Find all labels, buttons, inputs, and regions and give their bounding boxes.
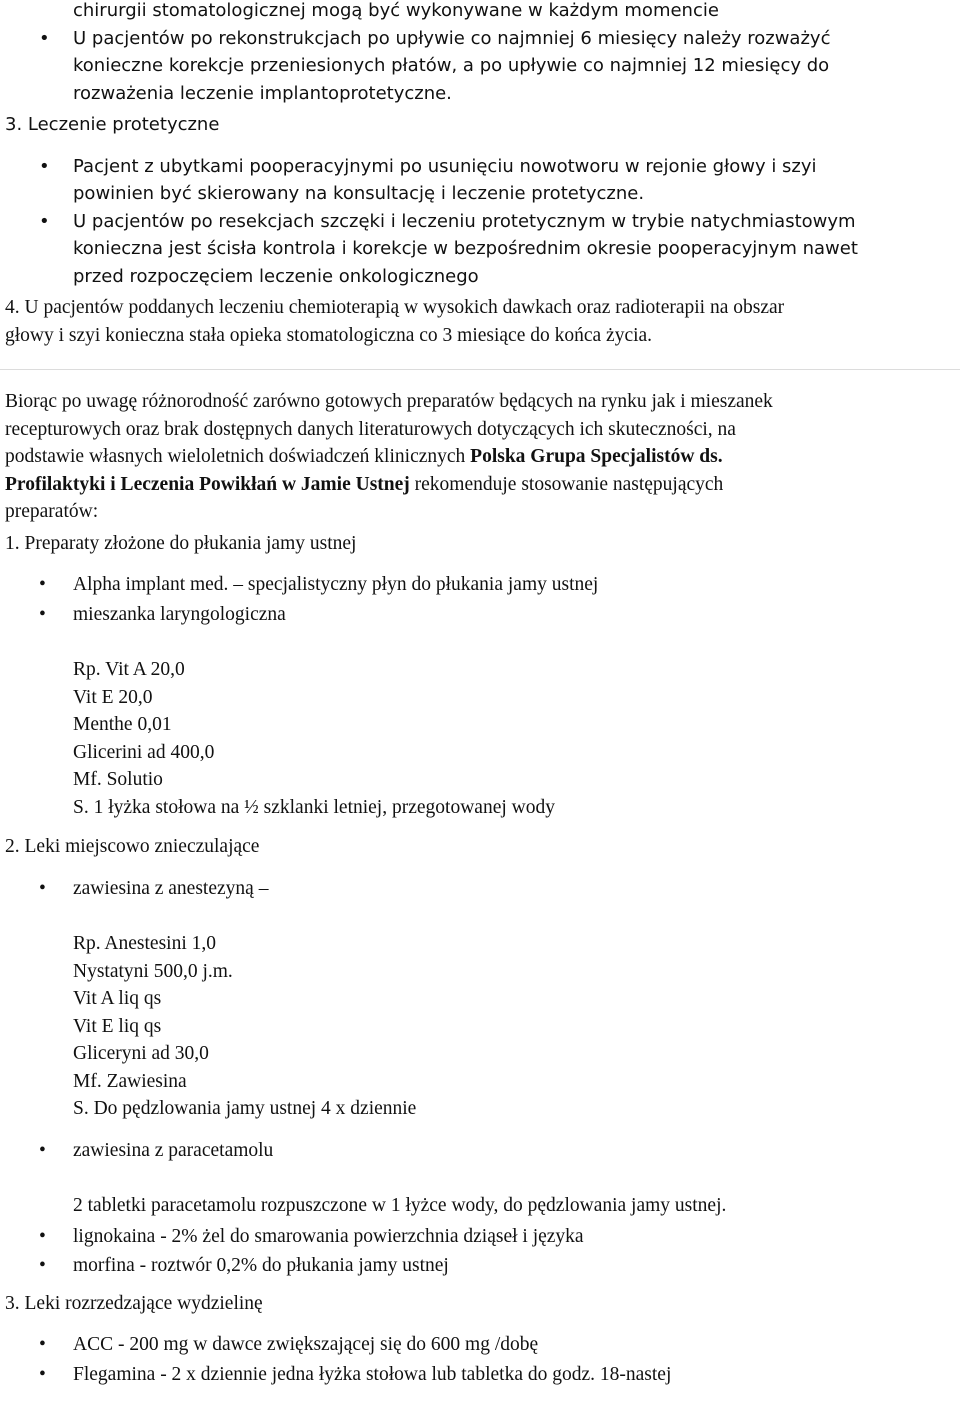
list-item xyxy=(5,601,955,629)
recipe-block-1 xyxy=(5,656,955,821)
group-name-bold: Profilaktyki i Leczenia Powikłań w Jamie Ustnej xyxy=(5,473,410,495)
intro-line: Biorąc po uwagę różnorodność zarówno gotowych preparatów będących na rynku jak i mieszanek xyxy=(5,391,773,412)
bullet-list-part2-c xyxy=(5,1223,955,1280)
recipe-line: Glicerini ad 400,0 xyxy=(73,741,215,763)
list-item-line: konieczne korekcje przeniesionych płatów, a po upływie co najmniej 12 miesięcy do xyxy=(73,55,830,76)
group-name-bold: Polska Grupa Specjalistów ds. xyxy=(470,446,723,467)
list-item-line: lignokaina - 2% żel do smarowania powierzchnia dziąseł i języka xyxy=(73,1225,584,1247)
bullet-list-part3 xyxy=(5,1331,955,1388)
bullet-icon: • xyxy=(39,155,50,177)
bullet-list-section3 xyxy=(5,153,955,291)
list-item xyxy=(5,208,955,291)
bullet-icon: • xyxy=(39,1255,46,1276)
recipe-line: S. 1 łyżka stołowa na ½ szklanki letniej, przegotowanej wody xyxy=(73,796,555,818)
bullet-icon: • xyxy=(39,1334,46,1355)
document-page xyxy=(5,0,955,1388)
list-item-line: zawiesina z paracetamolu xyxy=(73,1139,274,1161)
divider xyxy=(0,369,960,370)
bullet-list-part1 xyxy=(5,571,955,628)
list-item xyxy=(5,571,955,599)
recipe-line: Mf. Zawiesina xyxy=(73,1070,187,1092)
paracetamol-note: 2 tabletki paracetamolu rozpuszczone w 1 łyżce wody, do pędzlowania jamy ustnej. xyxy=(73,1195,727,1216)
recipe-line: Mf. Solutio xyxy=(73,769,163,790)
recipe-block-2 xyxy=(5,930,955,1123)
list-item xyxy=(5,153,955,208)
recipe-line: Gliceryni ad 30,0 xyxy=(73,1043,209,1064)
section-heading-3: 3. Leczenie protetyczne xyxy=(5,114,220,135)
bullet-icon: • xyxy=(39,1139,46,1161)
list-item-line: mieszanka laryngologiczna xyxy=(73,603,286,625)
intro-text: podstawie własnych wieloletnich doświadczeń klinicznych xyxy=(5,446,471,467)
list-item xyxy=(5,1137,955,1165)
list-item-line: Flegamina - 2 x dziennie jedna łyżka stołowa lub tabletka do godz. 18-nastej xyxy=(73,1363,672,1385)
bullet-list-recon xyxy=(5,25,955,108)
bullet-list-part2-a xyxy=(5,875,955,903)
part-3-heading: 3. Leki rozrzedzające wydzielinę xyxy=(5,1292,263,1314)
recipe-line: Menthe 0,01 xyxy=(73,714,172,735)
bullet-icon: • xyxy=(39,1363,46,1385)
bullet-icon: • xyxy=(39,877,46,899)
list-item-line: konieczna jest ścisła kontrola i korekcje w bezpośrednim okresie pooperacyjnym nawet xyxy=(73,238,858,259)
list-item-line: zawiesina z anestezyną – xyxy=(73,877,269,899)
section-4-line: 4. U pacjentów poddanych leczeniu chemioterapią w wysokich dawkach oraz radioterapii na obszar xyxy=(5,297,785,318)
bullet-icon: • xyxy=(39,210,50,232)
section-4-line: głowy i szyi konieczna stała opieka stomatologiczna co 3 miesiące do końca życia. xyxy=(5,324,653,346)
part-2-heading: 2. Leki miejscowo znieczulające xyxy=(5,836,260,857)
list-item xyxy=(5,1331,955,1359)
recipe-line: Rp. Anestesini 1,0 xyxy=(73,933,217,954)
list-item-line: Alpha implant med. – specjalistyczny płyn do płukania jamy ustnej xyxy=(73,574,599,595)
list-item-line: rozważenia leczenie implantoprotetyczne. xyxy=(73,82,452,104)
intro-paragraph xyxy=(5,388,955,526)
list-item-line: morfina - roztwór 0,2% do płukania jamy ustnej xyxy=(73,1255,449,1276)
part-1-heading: 1. Preparaty złożone do płukania jamy ustnej xyxy=(5,532,357,554)
bullet-icon: • xyxy=(39,1225,46,1247)
list-item xyxy=(5,1223,955,1251)
list-item-line: U pacjentów po rekonstrukcjach po upływie co najmniej 6 miesięcy należy rozważyć xyxy=(73,27,831,49)
recipe-line: Rp. Vit A 20,0 xyxy=(73,659,185,680)
list-item xyxy=(5,1361,955,1389)
recipe-line: Vit A liq qs xyxy=(73,988,162,1009)
recipe-line: S. Do pędzlowania jamy ustnej 4 x dziennie xyxy=(73,1098,417,1119)
bullet-list-part2-b xyxy=(5,1137,955,1165)
intro-line: preparatów: xyxy=(5,501,99,522)
intro-line: recepturowych oraz brak dostępnych danych literaturowych dotyczących ich skuteczności, na xyxy=(5,418,736,440)
list-item-line: Pacjent z ubytkami pooperacyjnymi po usunięciu nowotworu w rejonie głowy i szyi xyxy=(73,155,817,177)
list-item-line: powinien być skierowany na konsultację i leczenie protetyczne. xyxy=(73,183,645,204)
intro-text: rekomenduje stosowanie następujących xyxy=(409,473,724,495)
intro-line xyxy=(5,443,955,471)
bullet-icon: • xyxy=(39,27,50,49)
list-item-line: U pacjentów po resekcjach szczęki i leczeniu protetycznym w trybie natychmiastowym xyxy=(73,210,856,232)
recipe-line: Vit E liq qs xyxy=(73,1015,162,1037)
intro-line xyxy=(5,471,955,499)
recipe-line: Nystatyni 500,0 j.m. xyxy=(73,960,233,982)
list-item xyxy=(5,25,955,108)
continuation-text: chirurgii stomatologicznej mogą być wykonywane w każdym momencie xyxy=(73,0,719,21)
list-item-line: ACC - 200 mg w dawce zwiększającej się do 600 mg /dobę xyxy=(73,1334,539,1355)
list-item xyxy=(5,1252,955,1280)
list-item xyxy=(5,875,955,903)
list-item-line: przed rozpoczęciem leczenie onkologicznego xyxy=(73,265,479,287)
recipe-line: Vit E 20,0 xyxy=(73,686,153,708)
bullet-icon: • xyxy=(39,603,46,625)
bullet-icon: • xyxy=(39,574,46,595)
